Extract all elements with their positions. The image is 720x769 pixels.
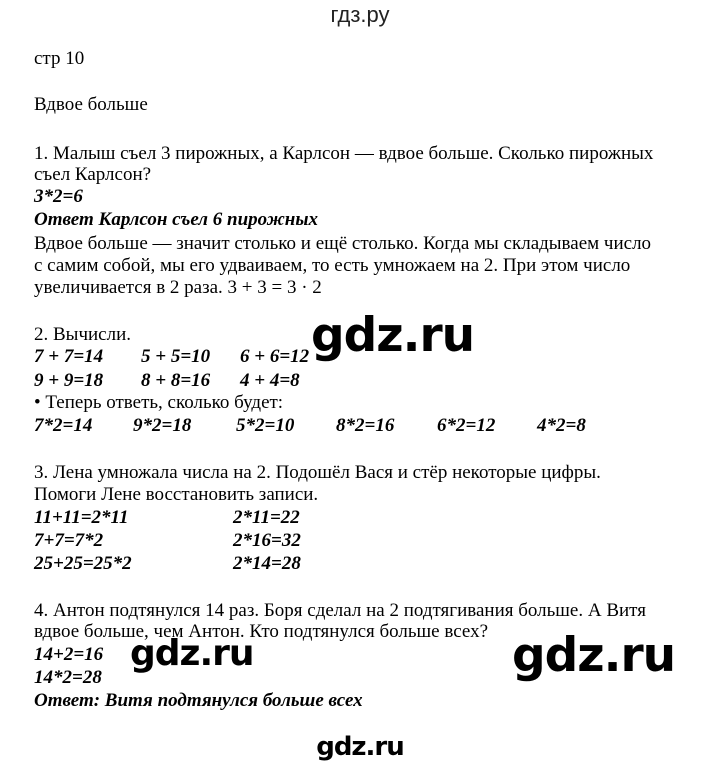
site-header: гдз.ру: [330, 2, 390, 27]
page-label: стр 10: [34, 48, 85, 69]
task4-solution1: 14+2=16: [34, 644, 104, 665]
task1-text-line2: съел Карлсон?: [34, 164, 152, 185]
task2-prompt: • Теперь ответь, сколько будет:: [34, 392, 284, 413]
task2-row1-item1: 7 + 7=14: [34, 346, 104, 367]
task3-left-1: 11+11=2*11: [34, 507, 129, 528]
task2-row2-item3: 4 + 4=8: [240, 370, 300, 391]
task1-explanation-line3: увеличивается в 2 раза. 3 + 3 = 3 · 2: [34, 277, 322, 298]
task3-text-line1: 3. Лена умножала числа на 2. Подошёл Вася и стёр некоторые цифры.: [34, 462, 601, 483]
watermark-3: gdz.ru: [512, 628, 676, 683]
task3-right-3: 2*14=28: [233, 553, 301, 574]
task3-left-2: 7+7=7*2: [34, 530, 104, 551]
task1-explanation-line2: с самим собой, мы его удваиваем, то есть умножаем на 2. При этом число: [34, 255, 631, 276]
task2-title: 2. Вычисли.: [34, 324, 131, 345]
task4-solution2: 14*2=28: [34, 667, 102, 688]
task1-text-line1: 1. Малыш съел 3 пирожных, а Карлсон — вдвое больше. Сколько пирожных: [34, 143, 654, 164]
task3-text-line2: Помоги Лене восстановить записи.: [34, 484, 319, 505]
task2-row3-item1: 7*2=14: [34, 415, 93, 436]
task2-row3-item3: 5*2=10: [236, 415, 295, 436]
task1-answer: Ответ Карлсон съел 6 пирожных: [34, 209, 319, 230]
task2-row1-item2: 5 + 5=10: [141, 346, 211, 367]
task2-row2-item1: 9 + 9=18: [34, 370, 104, 391]
task2-row1-item3: 6 + 6=12: [240, 346, 310, 367]
task4-text-line2: вдвое больше, чем Антон. Кто подтянулся больше всех?: [34, 621, 489, 642]
task2-row3-item6: 4*2=8: [537, 415, 586, 436]
task2-row3-item4: 8*2=16: [336, 415, 395, 436]
watermark-2: gdz.ru: [130, 633, 254, 674]
task1-explanation-line1: Вдвое больше — значит столько и ещё столько. Когда мы складываем число: [34, 233, 652, 254]
task3-right-2: 2*16=32: [233, 530, 301, 551]
task2-row2-item2: 8 + 8=16: [141, 370, 211, 391]
watermark-1: gdz.ru: [311, 308, 475, 363]
task3-left-3: 25+25=25*2: [34, 553, 132, 574]
task4-answer: Ответ: Витя подтянулся больше всех: [34, 690, 363, 711]
task4-text-line1: 4. Антон подтянулся 14 раз. Боря сделал на 2 подтягивания больше. А Витя: [34, 600, 646, 621]
topic-title: Вдвое больше: [34, 94, 148, 115]
task2-row3-item5: 6*2=12: [437, 415, 496, 436]
watermark-4: gdz.ru: [316, 732, 404, 762]
task1-solution: 3*2=6: [34, 186, 83, 207]
task2-row3-item2: 9*2=18: [133, 415, 192, 436]
task3-right-1: 2*11=22: [233, 507, 300, 528]
